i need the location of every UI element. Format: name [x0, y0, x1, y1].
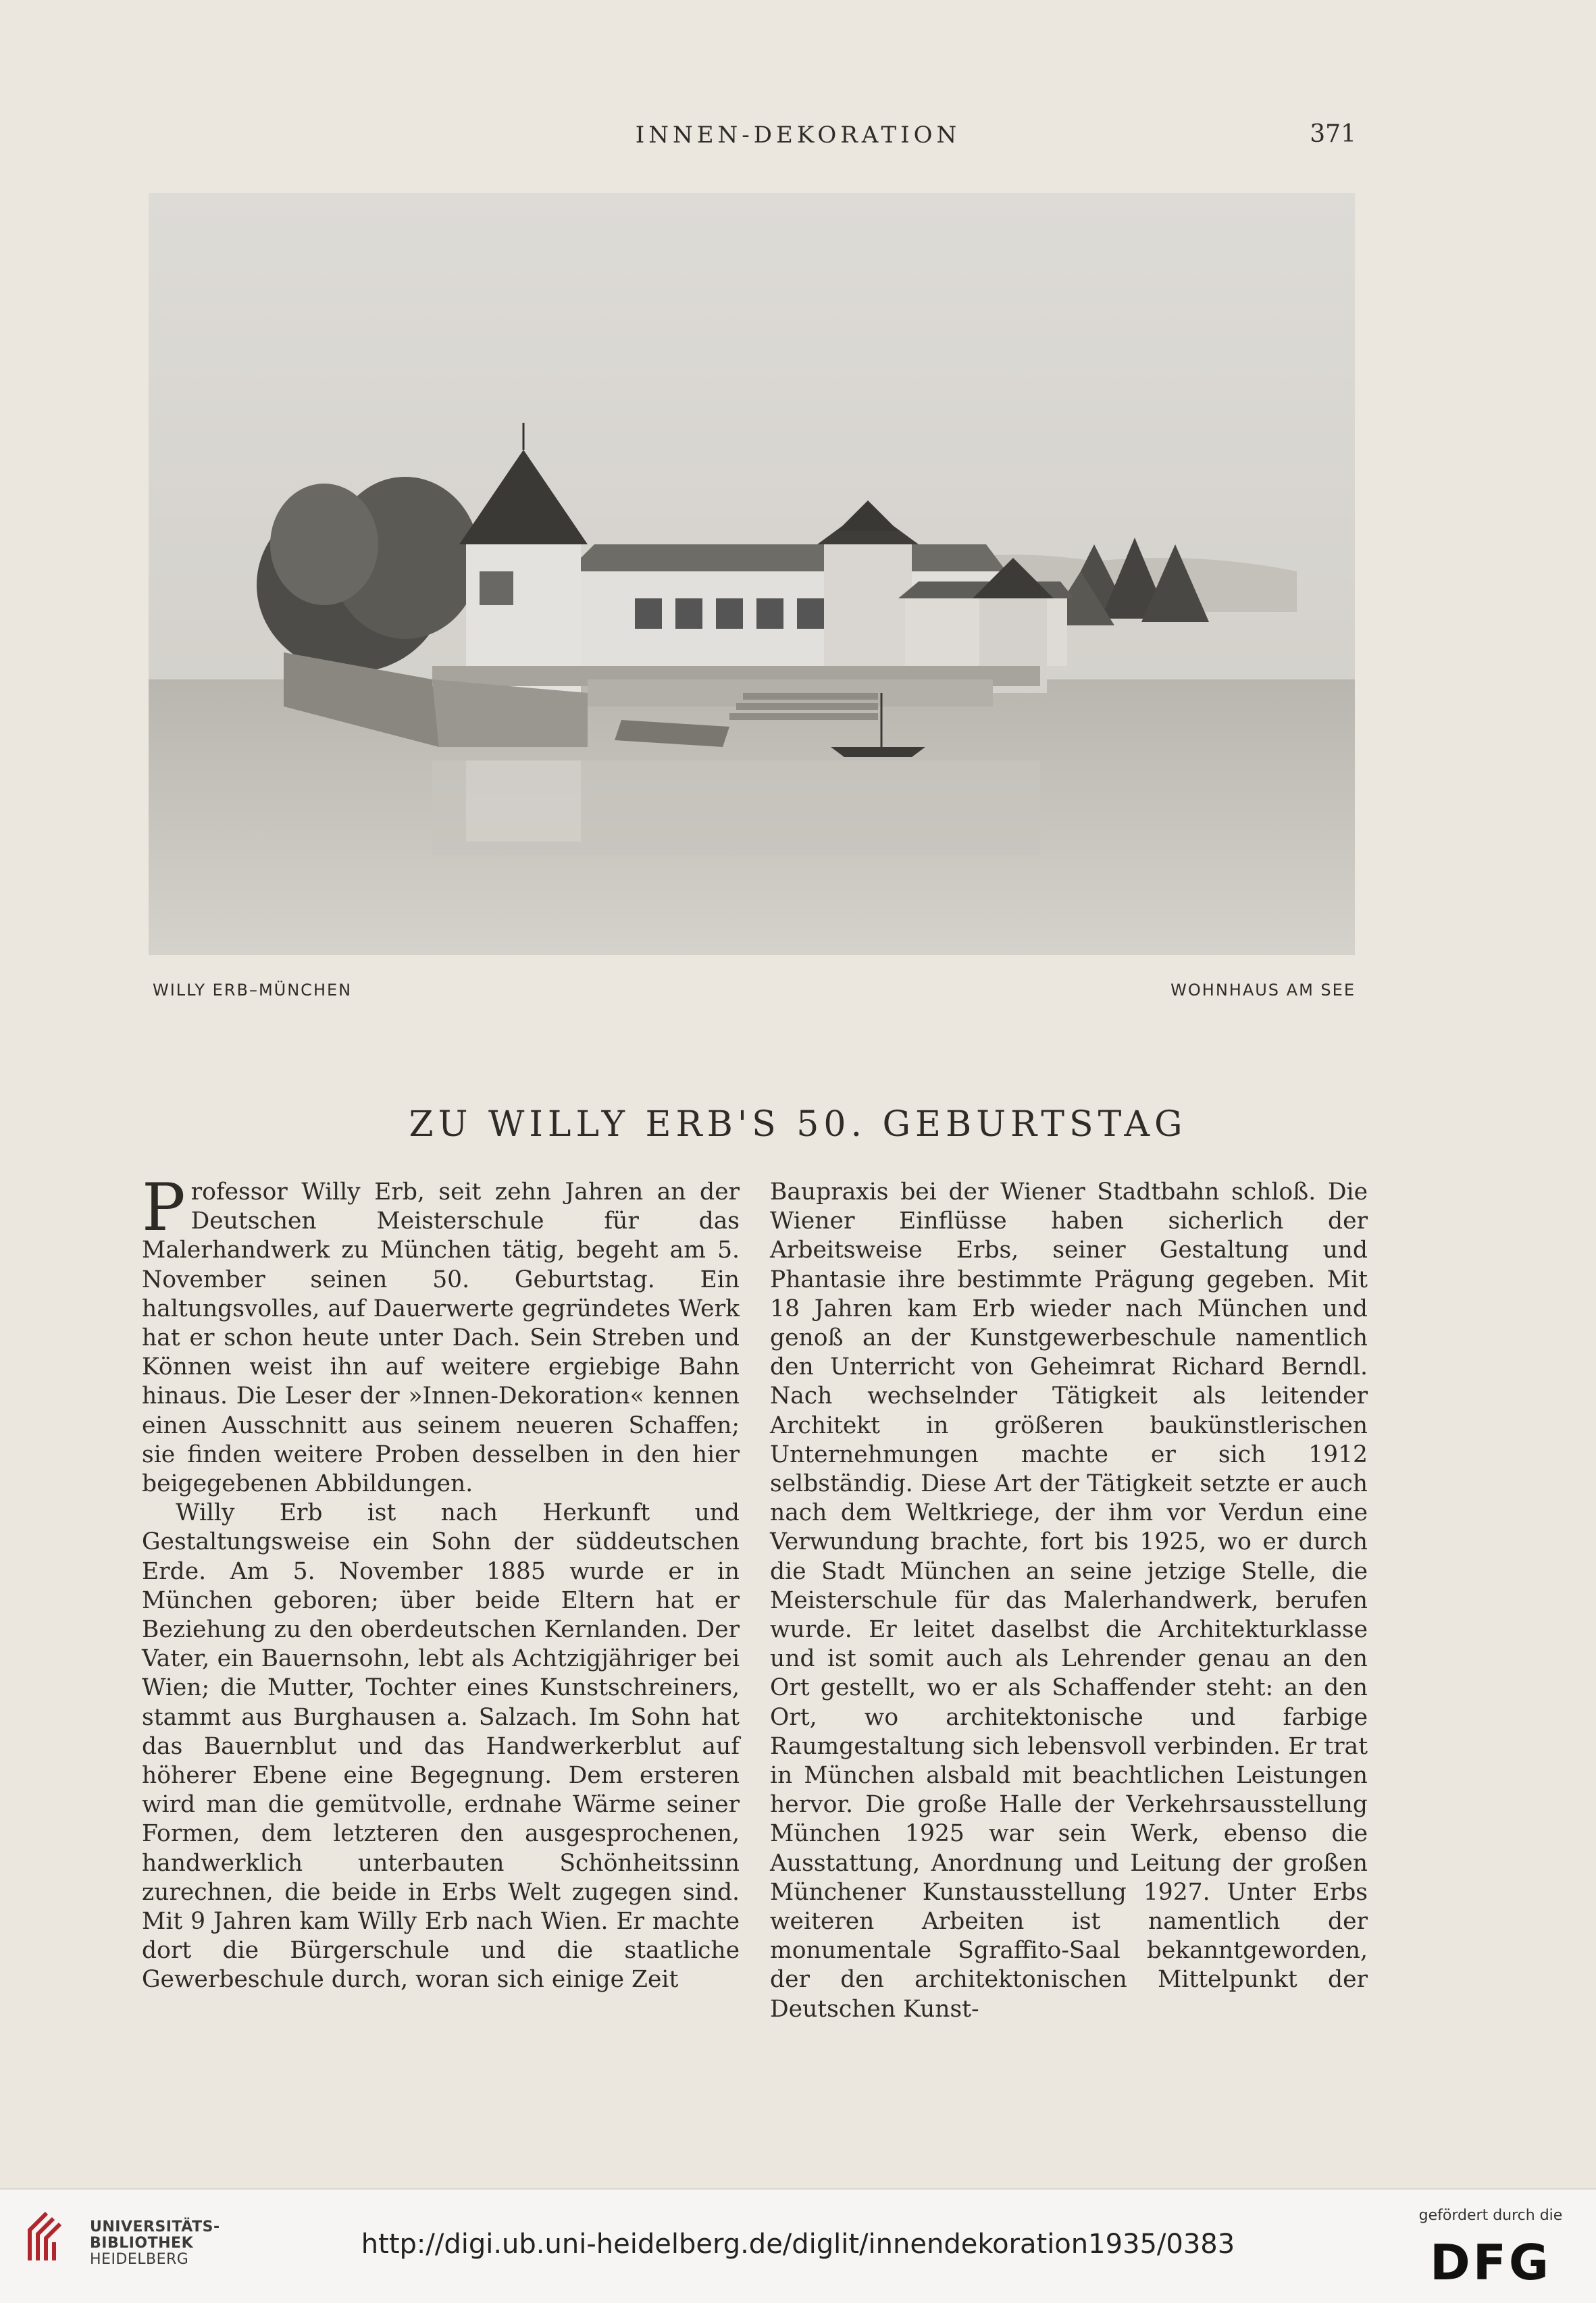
page-number: 371: [1310, 120, 1356, 148]
text-column-left: [142, 1170, 740, 1995]
library-name: UNIVERSITÄTS- BIBLIOTHEK HEIDELBERG: [90, 2219, 220, 2268]
running-title: INNEN-DEKORATION: [635, 122, 961, 149]
digitization-footer: [0, 2188, 1596, 2303]
paragraph: Baupraxis bei der Wiener Stadtbahn schloß. Die Wiener Einflüsse haben sicherlich der Arbeitsweise Erbs, seiner Gestaltung und Phantasie ihre bestimmte Prägung gegeben. Mit 18 Jahren kam Erb wieder nach München und genoß an der Kunstgewerbeschule namentlich den Unterricht von Geheimrat Richard Berndl. Nach wechselnder Tätigkeit als leitender Architekt in größeren baukünstlerischen Unternehmungen machte er sich 1912 selbständig. Diese Art der Tätigkeit setzte er auch nach dem Weltkriege, der ihm vor Verdun eine Verwundung brachte, fort bis 1925, wo er durch die Stadt München an seine jetzige Stelle, die Meisterschule für das Malerhandwerk, berufen wurde. Er leitet daselbst die Architekturklasse und ist somit auch als Lehrender genau an den Ort gestellt, wo er als Schaffender steht: an den Ort, wo architektonische und farbige Raumgestaltung sich lebensvoll verbinden. Er trat in München alsbald mit beachtlichen Leistungen hervor. Die große Halle der Verkehrsausstellung München 1925 war sein Werk, ebenso die Ausstattung, Anordnung und Leitung der großen Münchener Kunstausstellung 1927. Unter Erbs weiteren Arbeiten ist namentlich der monumentale Sgraffito-Saal bekanntgeworden, der den architektonischen Mittelpunkt der Deutschen Kunst-: [770, 1179, 1368, 2023]
dfg-logo: DFG: [1429, 2234, 1552, 2291]
paragraph-text: rofessor Willy Erb, seit zehn Jahren an der Deutschen Meisterschule für das Malerhandwerk zu München tätig, begeht am 5. November seinen 50. Geburtstag. Ein haltungsvolles, auf Dauerwerte gegründetes Werk hat er schon heute unter Dach. Sein Streben und Können weist ihn auf weitere ergiebige Bahn hinaus. Die Leser der »Innen-Dekoration« kennen einen Ausschnitt aus seinem neueren Schaffen; sie finden weitere Proben desselben in den hier beigegebenen Abbildungen.: [142, 1179, 740, 1498]
house-illustration: [149, 193, 1355, 955]
digital-copy-link[interactable]: http://digi.ub.uni-heidelberg.de/diglit/innendekoration1935/0383: [361, 2229, 1235, 2260]
caption-architect: WILLY ERB–MÜNCHEN: [153, 981, 353, 1000]
house-photograph: [149, 193, 1355, 955]
drop-cap: P: [142, 1170, 186, 1245]
article-title: ZU WILLY ERB'S 50. GEBURTSTAG: [409, 1104, 1187, 1145]
paragraph: [142, 1170, 740, 1499]
paragraph: Willy Erb ist nach Herkunft und Gestaltungsweise ein Sohn der süddeutschen Erde. Am 5. November 1885 wurde er in München geboren; über beide Eltern hat er Beziehung zu den oberdeutschen Kernlanden. Der Vater, ein Bauernsohn, lebt als Achtzigjähriger bei Wien; die Mutter, Tochter eines Kunstschreiners, stammt aus Burghausen a. Salzach. Im Sohn hat das Bauernblut und das Handwerkerblut auf höherer Ebene eine Begegnung. Dem ersteren wird man die gemütvolle, erdnahe Wärme seiner Formen, dem letzteren den ausgesprochenen, handwerklich unterbauten Schönheitssinn zurechnen, die beide in Erbs Welt zugegen sind. Mit 9 Jahren kam Willy Erb nach Wien. Er machte dort die Bürgerschule und die staatliche Gewerbeschule durch, woran sich einige Zeit: [142, 1499, 740, 1994]
sponsor-label: gefördert durch die: [1418, 2207, 1563, 2224]
caption-title: WOHNHAUS AM SEE: [1170, 981, 1356, 1000]
text-column-right: [770, 1178, 1368, 2024]
running-head: [0, 116, 1596, 157]
